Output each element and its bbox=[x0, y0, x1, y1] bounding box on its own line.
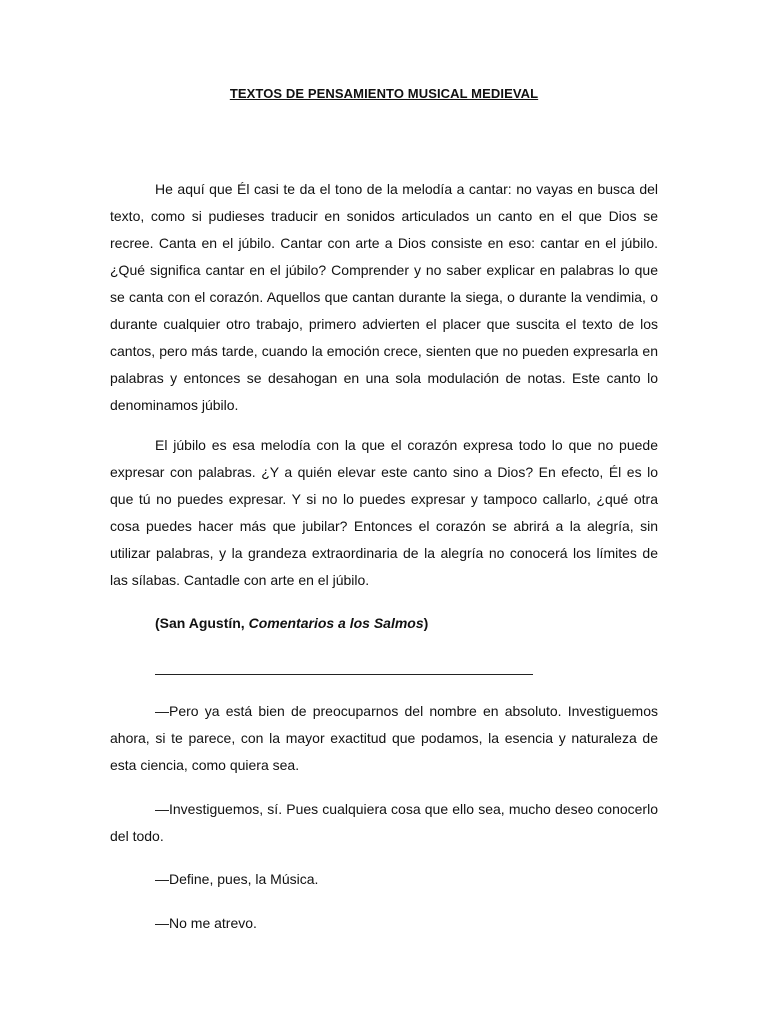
citation bbox=[155, 610, 428, 637]
paragraph-jubilo-1: He aquí que Él casi te da el tono de la melodía a cantar: no vayas en busca del texto, como si pudieses traducir en sonidos articulados un canto en el que Dios se recree. Canta en el júbilo. Cantar con arte a Dios consiste en eso: cantar en el júbilo. ¿Qué significa cantar en el júbilo? Comprender y no saber explicar en palabras lo que se canta con el corazón. Aquellos que cantan durante la siega, o durante la vendimia, o durante cualquier otro trabajo, primero advierten el placer que suscita el texto de los cantos, pero más tarde, cuando la emoción crece, sienten que no pueden expresarla en palabras y entonces se desahogan en una sola modulación de notas. Este canto lo denominamos júbilo. bbox=[110, 181, 658, 413]
paragraph-jubilo-2: El júbilo es esa melodía con la que el corazón expresa todo lo que no puede expresar con palabras. ¿Y a quién elevar este canto sino a Dios? En efecto, Él es lo que tú no puedes expresar. Y si no lo puedes expresar y tampoco callarlo, ¿qué otra cosa puedes hacer más que jubilar? Entonces el corazón se abrirá a la alegría, sin utilizar palabras, y la grandeza extraordinaria de la alegría no conocerá los límites de las sílabas. Cantadle con arte en el júbilo. bbox=[110, 437, 658, 588]
dialogue-line-1: —Pero ya está bien de preocuparnos del nombre en absoluto. Investiguemos ahora, si te parece, con la mayor exactitud que podamos, la esencia y naturaleza de esta ciencia, como quiera sea. bbox=[110, 703, 658, 773]
citation-open: (San Agustín, bbox=[155, 615, 249, 631]
document-title: TEXTOS DE PENSAMIENTO MUSICAL MEDIEVAL bbox=[229, 86, 539, 101]
section-divider bbox=[155, 674, 533, 675]
dialogue-line-3: —Define, pues, la Música. bbox=[155, 871, 319, 887]
citation-work-title: Comentarios a los Salmos bbox=[248, 615, 424, 631]
dialogue-line-4: —No me atrevo. bbox=[155, 915, 257, 931]
dialogue-line-2: —Investiguemos, sí. Pues cualquiera cosa que ello sea, mucho deseo conocerlo del todo. bbox=[110, 801, 658, 844]
citation-close: ) bbox=[423, 615, 429, 631]
